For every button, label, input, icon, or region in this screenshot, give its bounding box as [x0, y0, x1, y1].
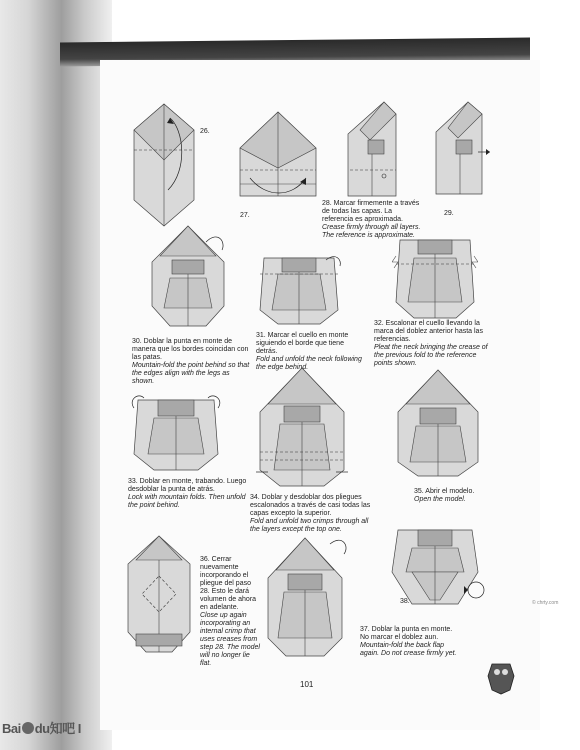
watermark-suffix: 知吧 I — [49, 721, 81, 736]
step-34-caption — [250, 494, 374, 534]
step-32-caption — [374, 320, 492, 368]
step-30-english-text: Mountain-fold the point behind so that the edges align with the legs as shown. — [132, 362, 250, 385]
step-32-english-text: Pleat the neck bringing the crease of the previous fold to the reference points shown. — [374, 344, 488, 367]
diagram-step-31 — [256, 250, 342, 326]
diagram-step-33 — [128, 392, 224, 474]
diagram-step-27 — [236, 108, 320, 204]
diagram-step-28 — [340, 100, 404, 200]
diagram-step-32 — [392, 236, 478, 320]
diagram-step-38 — [378, 520, 488, 610]
watermark-brand: Bai — [2, 721, 21, 736]
diagram-step-26 — [128, 100, 200, 230]
step-35-spanish-text: 35. Abrir el modelo. — [414, 488, 475, 495]
step-36-spanish-text: 36. Cerrar nuevamente incorporando el pliegue del paso 28. Esto le dará volumen de ahora en adelante. — [200, 556, 257, 611]
diagram-step-37 — [262, 536, 348, 660]
step-28-spanish-text: 28. Marcar firmemente a través de todas las capas. La referencia es aproximada. — [322, 200, 420, 223]
step-26-number: 26. — [200, 128, 210, 135]
baidu-watermark — [2, 718, 81, 737]
diagram-step-34 — [254, 364, 350, 490]
step-37-caption — [360, 626, 460, 658]
diagram-step-29 — [430, 100, 494, 200]
step-33-spanish-text: 33. Doblar en monte, trabando. Luego desdoblar la punta de atrás. — [128, 478, 247, 493]
step-34-spanish-text: 34. Doblar y desdoblar dos pliegues escalonados a través de casi todas las capas excepto la superior. — [250, 494, 371, 517]
step-37-spanish-text: 37. Doblar la punta en monte. No marcar el doblez aun. — [360, 626, 453, 641]
step-31-spanish-text: 31. Marcar el cuello en monte siguiendo el borde que tiene detrás. — [256, 332, 349, 355]
step-32-spanish-text: 32. Escalonar el cuello llevando la marca del doblez anterior hasta las referencias. — [374, 320, 483, 343]
step-35-english-text: Open the model. — [414, 496, 466, 503]
diagram-step-36 — [122, 532, 196, 656]
step-28-caption — [322, 200, 422, 240]
step-30-spanish-text: 30. Doblar la punta en monte de manera que los bordes coincidan con las patas. — [132, 338, 249, 361]
step-36-caption — [200, 556, 262, 668]
book-gutter — [0, 0, 112, 750]
step-27-number: 27. — [240, 212, 250, 219]
step-37-english-text: Mountain-fold the back flap again. Do not crease firmly yet. — [360, 642, 457, 657]
step-38-number: 38. — [400, 598, 410, 605]
step-29-number: 29. — [444, 210, 454, 217]
step-35-caption — [414, 488, 494, 504]
step-30-caption — [132, 338, 250, 386]
step-33-english-text: Lock with mountain folds. Then unfold the point behind. — [128, 494, 246, 509]
diagram-step-35 — [392, 368, 484, 480]
step-31-english-text: Fold and unfold the neck following the edge behind. — [256, 356, 362, 371]
paw-icon — [22, 722, 34, 734]
step-28-english-text: Crease firmly through all layers. The reference is approximate. — [322, 224, 421, 239]
diagram-step-30 — [146, 222, 230, 332]
page-number: 101 — [300, 680, 314, 689]
watermark-sub: du — [34, 721, 50, 736]
step-34-english-text: Fold and unfold two crimps through all the layers except the top one. — [250, 518, 369, 533]
step-36-english-text: Close up again incorporating an internal crimp that uses creases from step 28. The model will no longer lie flat. — [200, 612, 260, 667]
step-33-caption — [128, 478, 248, 510]
site-stamp: © chrty.com — [532, 600, 559, 606]
owl-silhouette-icon — [486, 660, 516, 696]
